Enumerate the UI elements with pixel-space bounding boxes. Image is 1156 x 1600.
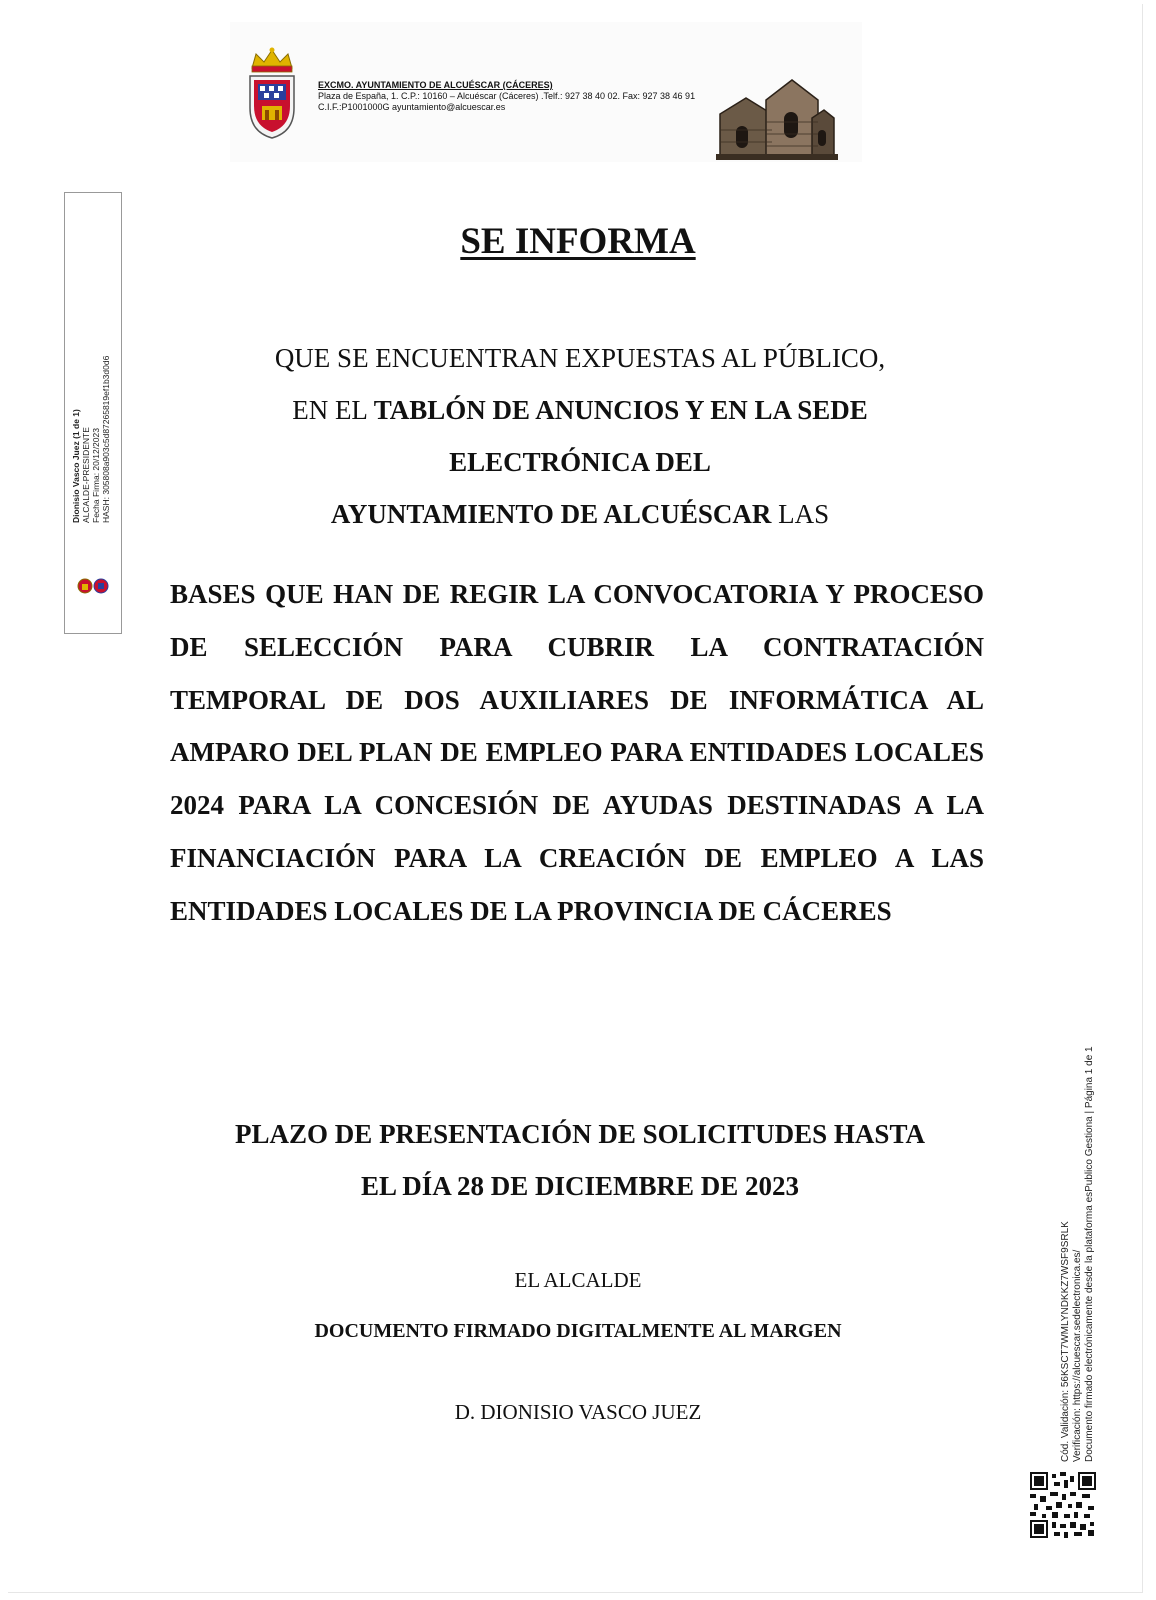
intro-line-1: QUE SE ENCUENTRAN EXPUESTAS AL PÚBLICO, xyxy=(274,343,886,373)
bases-paragraph: BASES QUE HAN DE REGIR LA CONVOCATORIA Y PROCESO DE SELECCIÓN PARA CUBRIR LA CONTRATACIÓN TEMPORAL DE DOS AUXILIARES DE INFORMÁTICA AL AMPARO DEL PLAN DE EMPLEO PARA ENTIDADES LOCALES 2024 PARA LA CONCESIÓN DE AYUDAS DESTINADAS A LA FINANCIACIÓN PARA LA CREACIÓN DE EMPLEO A LAS ENTIDADES LOCALES DE LA PROVINCIA DE CÁCERES xyxy=(170,579,984,926)
intro-line-4-bold: AYUNTAMIENTO DE ALCUÉSCAR xyxy=(330,499,772,529)
signature-date: Fecha Firma: 20/12/2023 xyxy=(91,428,101,523)
qr-code-icon xyxy=(1030,1472,1096,1538)
page-title: SE INFORMA xyxy=(460,221,696,262)
validation-code: Cód. Validación: 56KSCT7WMLYNDKKZ7WSF9SRLK xyxy=(1060,1221,1071,1462)
mayor-name: D. DIONISIO VASCO JUEZ xyxy=(454,1400,702,1424)
signature-signer: Dionisio Vasco Juez (1 de 1) xyxy=(71,409,81,523)
church-building-icon xyxy=(716,70,838,160)
intro-line-3-bold: ELECTRÓNICA DEL xyxy=(449,447,711,477)
intro-line-2 xyxy=(200,384,960,436)
intro-paragraph xyxy=(200,332,960,540)
signature-stamp-text xyxy=(71,323,115,523)
deadline-line-2: EL DÍA 28 DE DICIEMBRE DE 2023 xyxy=(360,1171,800,1201)
intro-line-3 xyxy=(200,436,960,488)
letterhead xyxy=(230,22,862,162)
intro-line-2-prefix: EN EL xyxy=(292,395,374,425)
letterhead-address: Plaza de España, 1. C.P.: 10160 – Alcuéscar (Cáceres) .Telf.: 927 38 40 02. Fax: 927 38 46 91 xyxy=(318,91,696,101)
intro-line-2-bold: TABLÓN DE ANUNCIOS Y EN LA SEDE xyxy=(373,395,868,425)
seal-icon xyxy=(75,575,111,597)
intro-line-4 xyxy=(200,488,960,540)
verification-margin-text xyxy=(1060,982,1104,1462)
deadline-line-1: PLAZO DE PRESENTACIÓN DE SOLICITUDES HASTA xyxy=(235,1119,925,1149)
verification-url: Verificación: https://alcuescar.sedelectronica.es/ xyxy=(1072,1249,1083,1462)
signature-role: ALCALDE-PRESIDENTE xyxy=(81,427,91,523)
signed-digitally-note: DOCUMENTO FIRMADO DIGITALMENTE AL MARGEN xyxy=(314,1320,842,1342)
signature-hash: HASH: 305808a903c5d87265819ef1b3d0d6 xyxy=(101,355,111,523)
mayor-role: EL ALCALDE xyxy=(514,1268,642,1292)
letterhead-text xyxy=(318,80,695,113)
letterhead-cif: C.I.F.:P1001000G ayuntamiento@alcuescar.es xyxy=(318,102,506,112)
coat-of-arms-icon xyxy=(246,46,298,140)
intro-line-4-suffix: LAS xyxy=(771,499,830,529)
deadline-paragraph xyxy=(150,1108,1010,1212)
platform-note: Documento firmado electrónicamente desde la plataforma esPublico Gestiona | Página 1 de 1 xyxy=(1084,1046,1095,1462)
letterhead-institution: EXCMO. AYUNTAMIENTO DE ALCUÉSCAR (CÁCERES) xyxy=(318,80,553,90)
